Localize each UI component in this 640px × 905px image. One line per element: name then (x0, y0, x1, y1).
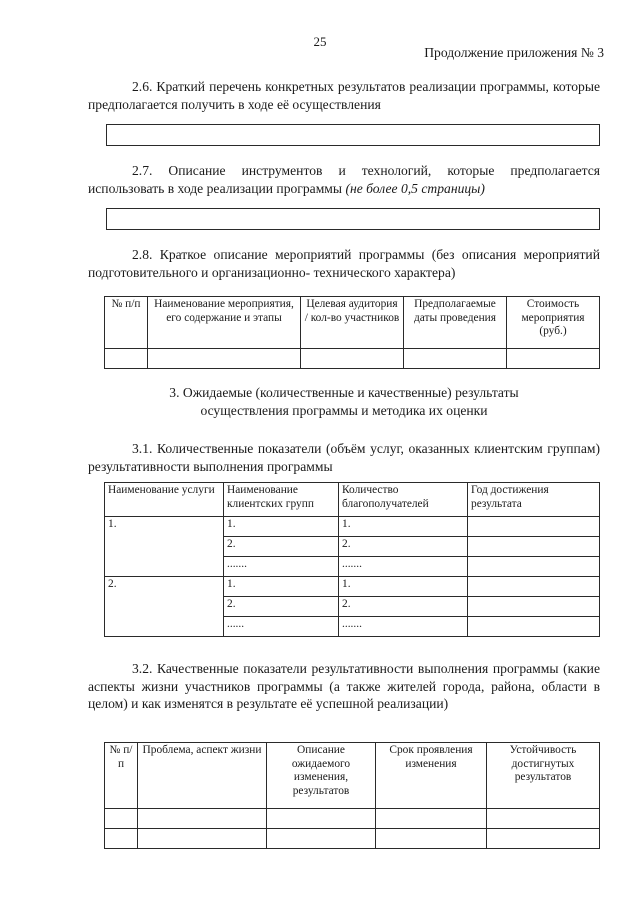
table-cell[interactable] (138, 809, 267, 829)
table-header-cell: Описание ожидаемого изменения, результатов (267, 743, 376, 809)
table-cell[interactable] (105, 349, 148, 369)
table-cell[interactable]: 1. (339, 517, 468, 537)
table-header-cell: № п/п (105, 297, 148, 349)
table-header-cell: Устойчивость достигнутых результатов (487, 743, 600, 809)
table-cell[interactable]: ....... (339, 617, 468, 637)
section-3-title-line-1: 3. Ожидаемые (количественные и качественные) результаты (169, 385, 519, 400)
table-header-cell: № п/п (105, 743, 138, 809)
table-row (105, 517, 600, 537)
section-3-2-text: 3.2. Качественные показатели результативности выполнения программы (какие аспекты жизни участников программы (а также жителей города, района, области в целом) и как изменятся в результате её успешной реализации) (88, 661, 600, 712)
section-3-title (88, 384, 600, 419)
section-2-8-text: 2.8. Краткое описание мероприятий программы (без описания мероприятий подготовительного и организационно- технического характера) (88, 247, 600, 280)
table-header-row (105, 483, 600, 517)
table-header-cell: Количество благополучателей (339, 483, 468, 517)
table-cell[interactable] (301, 349, 404, 369)
section-2-6-text: 2.6. Краткий перечень конкретных результатов реализации программы, которые предполагается получить в ходе её осуществления (88, 79, 600, 112)
table-cell[interactable]: 1. (224, 517, 339, 537)
table-cell[interactable]: ....... (339, 557, 468, 577)
table-cell[interactable] (404, 349, 507, 369)
table-header-cell: Стоимость мероприятия (руб.) (507, 297, 600, 349)
table-cell[interactable] (468, 617, 600, 637)
table-cell[interactable] (468, 537, 600, 557)
table-header-row (105, 743, 600, 809)
table-header-cell: Год достижения результата (468, 483, 600, 517)
table-cell[interactable]: 2. (224, 597, 339, 617)
table-cell[interactable] (376, 809, 487, 829)
table-cell[interactable]: 2. (339, 537, 468, 557)
table-cell[interactable]: 2. (224, 537, 339, 557)
service-cell[interactable]: 2. (105, 577, 224, 637)
section-2-7-answer-box[interactable] (106, 208, 600, 230)
table-cell[interactable]: ...... (224, 617, 339, 637)
table-cell[interactable] (507, 349, 600, 369)
table-header-cell: Целевая аудитория / кол-во участников (301, 297, 404, 349)
section-2-7-main: 2.7. Описание инструментов и технологий, которые предполагается использовать в ходе реализации программы (88, 163, 600, 196)
section-2-7-text (88, 162, 600, 197)
table-cell[interactable] (487, 829, 600, 849)
table-cell[interactable] (148, 349, 301, 369)
table-header-cell: Проблема, аспект жизни (138, 743, 267, 809)
table-cell[interactable] (267, 829, 376, 849)
section-3-title-line-2: осуществления программы и методика их оценки (200, 402, 488, 418)
appendix-heading: Продолжение приложения № 3 (424, 45, 604, 60)
table-header-cell: Наименование клиентских групп (224, 483, 339, 517)
table-cell[interactable] (487, 809, 600, 829)
table-row (105, 577, 600, 597)
page-number: 25 (313, 34, 327, 49)
table-cell[interactable] (468, 577, 600, 597)
table-cell[interactable] (376, 829, 487, 849)
table-cell[interactable] (138, 829, 267, 849)
section-2-6-answer-box[interactable] (106, 124, 600, 146)
section-3-1-text: 3.1. Количественные показатели (объём услуг, оказанных клиентским группам) результативности выполнения программы (88, 441, 600, 474)
table-cell[interactable]: 1. (224, 577, 339, 597)
table-cell[interactable] (468, 557, 600, 577)
table-cell[interactable] (468, 597, 600, 617)
quantitative-table (104, 482, 600, 637)
table-row (105, 809, 600, 829)
table-cell[interactable]: ....... (224, 557, 339, 577)
table-header-row (105, 297, 600, 349)
table-header-cell: Срок проявления изменения (376, 743, 487, 809)
table-header-cell: Предполагаемые даты проведения (404, 297, 507, 349)
events-table (104, 296, 600, 369)
qualitative-table (104, 742, 600, 849)
table-cell[interactable] (267, 809, 376, 829)
table-cell[interactable] (105, 829, 138, 849)
table-row (105, 829, 600, 849)
table-header-cell: Наименование мероприятия, его содержание и этапы (148, 297, 301, 349)
service-cell[interactable]: 1. (105, 517, 224, 577)
table-cell[interactable]: 1. (339, 577, 468, 597)
table-row (105, 349, 600, 369)
table-cell[interactable] (105, 809, 138, 829)
table-cell[interactable] (468, 517, 600, 537)
table-cell[interactable]: 2. (339, 597, 468, 617)
section-2-7-note: (не более 0,5 страницы) (345, 180, 485, 196)
table-header-cell: Наименование услуги (105, 483, 224, 517)
